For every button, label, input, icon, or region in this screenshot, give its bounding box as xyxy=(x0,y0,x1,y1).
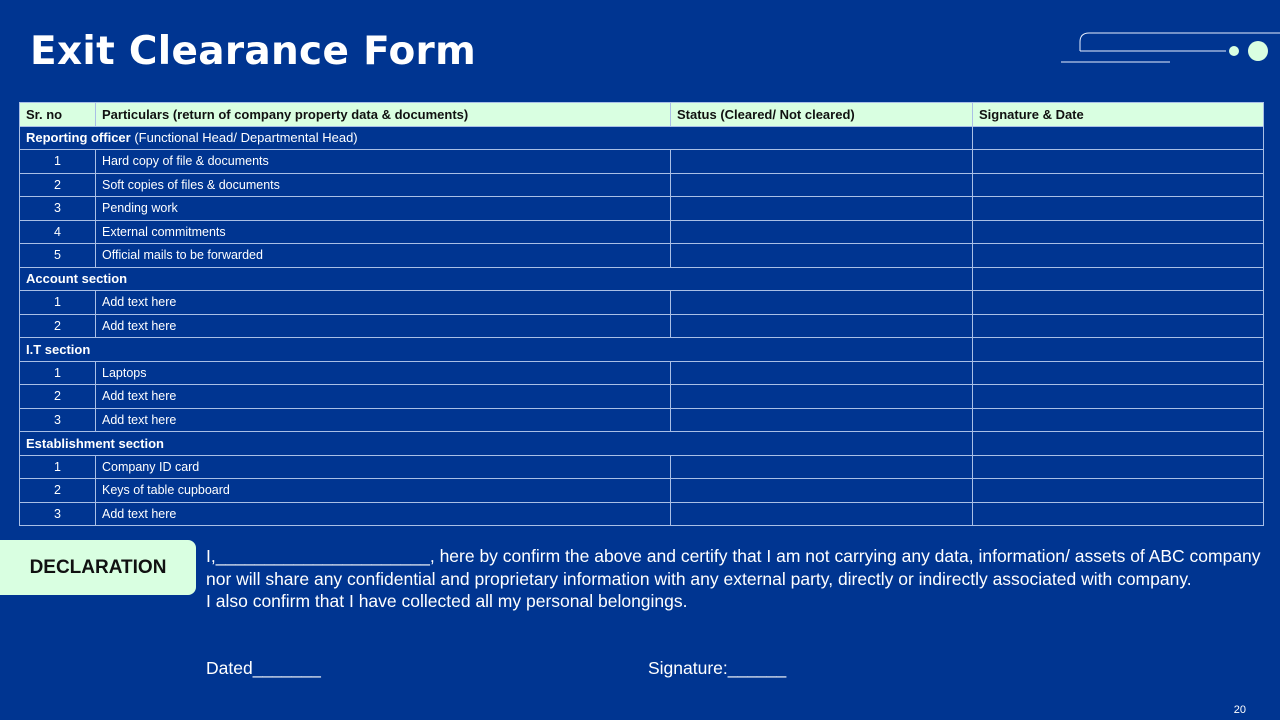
section-signature-cell[interactable] xyxy=(973,267,1264,291)
section-title xyxy=(20,267,973,291)
row-signature-cell[interactable] xyxy=(973,197,1264,221)
row-number: 2 xyxy=(20,314,96,338)
row-particular: Keys of table cupboard xyxy=(96,479,671,503)
row-number: 1 xyxy=(20,455,96,479)
row-signature-cell[interactable] xyxy=(973,173,1264,197)
table-row xyxy=(20,220,1264,244)
table-row xyxy=(20,314,1264,338)
header-particulars: Particulars (return of company property data & documents) xyxy=(96,103,671,127)
row-particular: Add text here xyxy=(96,291,671,315)
row-particular: Pending work xyxy=(96,197,671,221)
row-number: 1 xyxy=(20,150,96,174)
row-number: 1 xyxy=(20,361,96,385)
section-signature-cell[interactable] xyxy=(973,126,1264,150)
signature-field: Signature:______ xyxy=(648,658,787,678)
row-particular: Hard copy of file & documents xyxy=(96,150,671,174)
row-particular: Add text here xyxy=(96,314,671,338)
declaration-text xyxy=(206,545,1266,613)
table-row xyxy=(20,244,1264,268)
row-status-cell[interactable] xyxy=(671,173,973,197)
section-name: Reporting officer xyxy=(26,130,131,146)
row-signature-cell[interactable] xyxy=(973,361,1264,385)
section-name: I.T section xyxy=(26,341,91,357)
row-signature-cell[interactable] xyxy=(973,291,1264,315)
row-signature-cell[interactable] xyxy=(973,479,1264,503)
table-row xyxy=(20,291,1264,315)
row-signature-cell[interactable] xyxy=(973,150,1264,174)
row-particular: Company ID card xyxy=(96,455,671,479)
section-row-it xyxy=(20,338,1264,362)
section-title xyxy=(20,126,973,150)
row-status-cell[interactable] xyxy=(671,244,973,268)
table-row xyxy=(20,361,1264,385)
page-title: Exit Clearance Form xyxy=(30,29,477,74)
table-row xyxy=(20,455,1264,479)
row-status-cell[interactable] xyxy=(671,385,973,409)
row-status-cell[interactable] xyxy=(671,502,973,526)
row-status-cell[interactable] xyxy=(671,197,973,221)
section-row-establishment xyxy=(20,432,1264,456)
row-particular: Laptops xyxy=(96,361,671,385)
table-row xyxy=(20,479,1264,503)
row-particular: Add text here xyxy=(96,385,671,409)
table-row xyxy=(20,385,1264,409)
row-number: 3 xyxy=(20,502,96,526)
section-name: Account section xyxy=(26,271,128,287)
dated-field: Dated_______ xyxy=(206,658,321,678)
section-row-reporting-officer xyxy=(20,126,1264,150)
section-name: Establishment section xyxy=(26,435,164,451)
section-title xyxy=(20,338,973,362)
table-header-row xyxy=(20,103,1264,127)
declaration-paragraph-1: I,______________________, here by confirm the above and certify that I am not carrying any data, information/ assets of ABC company nor will share any confidential and proprietary information with any external party, directly or indirectly associated with company. xyxy=(206,546,1261,589)
table-row xyxy=(20,408,1264,432)
row-number: 2 xyxy=(20,479,96,503)
row-particular: Add text here xyxy=(96,408,671,432)
row-number: 4 xyxy=(20,220,96,244)
row-status-cell[interactable] xyxy=(671,220,973,244)
header-signature-date: Signature & Date xyxy=(973,103,1264,127)
row-number: 5 xyxy=(20,244,96,268)
row-signature-cell[interactable] xyxy=(973,408,1264,432)
row-particular: Official mails to be forwarded xyxy=(96,244,671,268)
row-number: 2 xyxy=(20,173,96,197)
section-title xyxy=(20,432,973,456)
row-number: 2 xyxy=(20,385,96,409)
row-status-cell[interactable] xyxy=(671,150,973,174)
section-signature-cell[interactable] xyxy=(973,338,1264,362)
clearance-table xyxy=(19,102,1264,526)
row-signature-cell[interactable] xyxy=(973,502,1264,526)
decorative-lines-graphic xyxy=(1050,28,1280,68)
row-signature-cell[interactable] xyxy=(973,244,1264,268)
page-number: 20 xyxy=(1233,704,1246,716)
row-status-cell[interactable] xyxy=(671,291,973,315)
row-status-cell[interactable] xyxy=(671,361,973,385)
declaration-paragraph-2: I also confirm that I have collected all my personal belongings. xyxy=(206,591,688,611)
row-number: 3 xyxy=(20,408,96,432)
row-particular: Soft copies of files & documents xyxy=(96,173,671,197)
row-particular: External commitments xyxy=(96,220,671,244)
row-number: 1 xyxy=(20,291,96,315)
declaration-label-box xyxy=(0,540,196,595)
row-particular: Add text here xyxy=(96,502,671,526)
row-signature-cell[interactable] xyxy=(973,455,1264,479)
header-status: Status (Cleared/ Not cleared) xyxy=(671,103,973,127)
declaration-label: DECLARATION xyxy=(29,556,167,578)
row-signature-cell[interactable] xyxy=(973,220,1264,244)
row-signature-cell[interactable] xyxy=(973,385,1264,409)
section-signature-cell[interactable] xyxy=(973,432,1264,456)
row-signature-cell[interactable] xyxy=(973,314,1264,338)
row-status-cell[interactable] xyxy=(671,314,973,338)
table-row xyxy=(20,197,1264,221)
table-row xyxy=(20,150,1264,174)
section-note: (Functional Head/ Departmental Head) xyxy=(130,130,358,146)
row-status-cell[interactable] xyxy=(671,408,973,432)
table-row xyxy=(20,173,1264,197)
table-row xyxy=(20,502,1264,526)
header-sr-no: Sr. no xyxy=(20,103,96,127)
row-number: 3 xyxy=(20,197,96,221)
section-row-account xyxy=(20,267,1264,291)
row-status-cell[interactable] xyxy=(671,455,973,479)
row-status-cell[interactable] xyxy=(671,479,973,503)
